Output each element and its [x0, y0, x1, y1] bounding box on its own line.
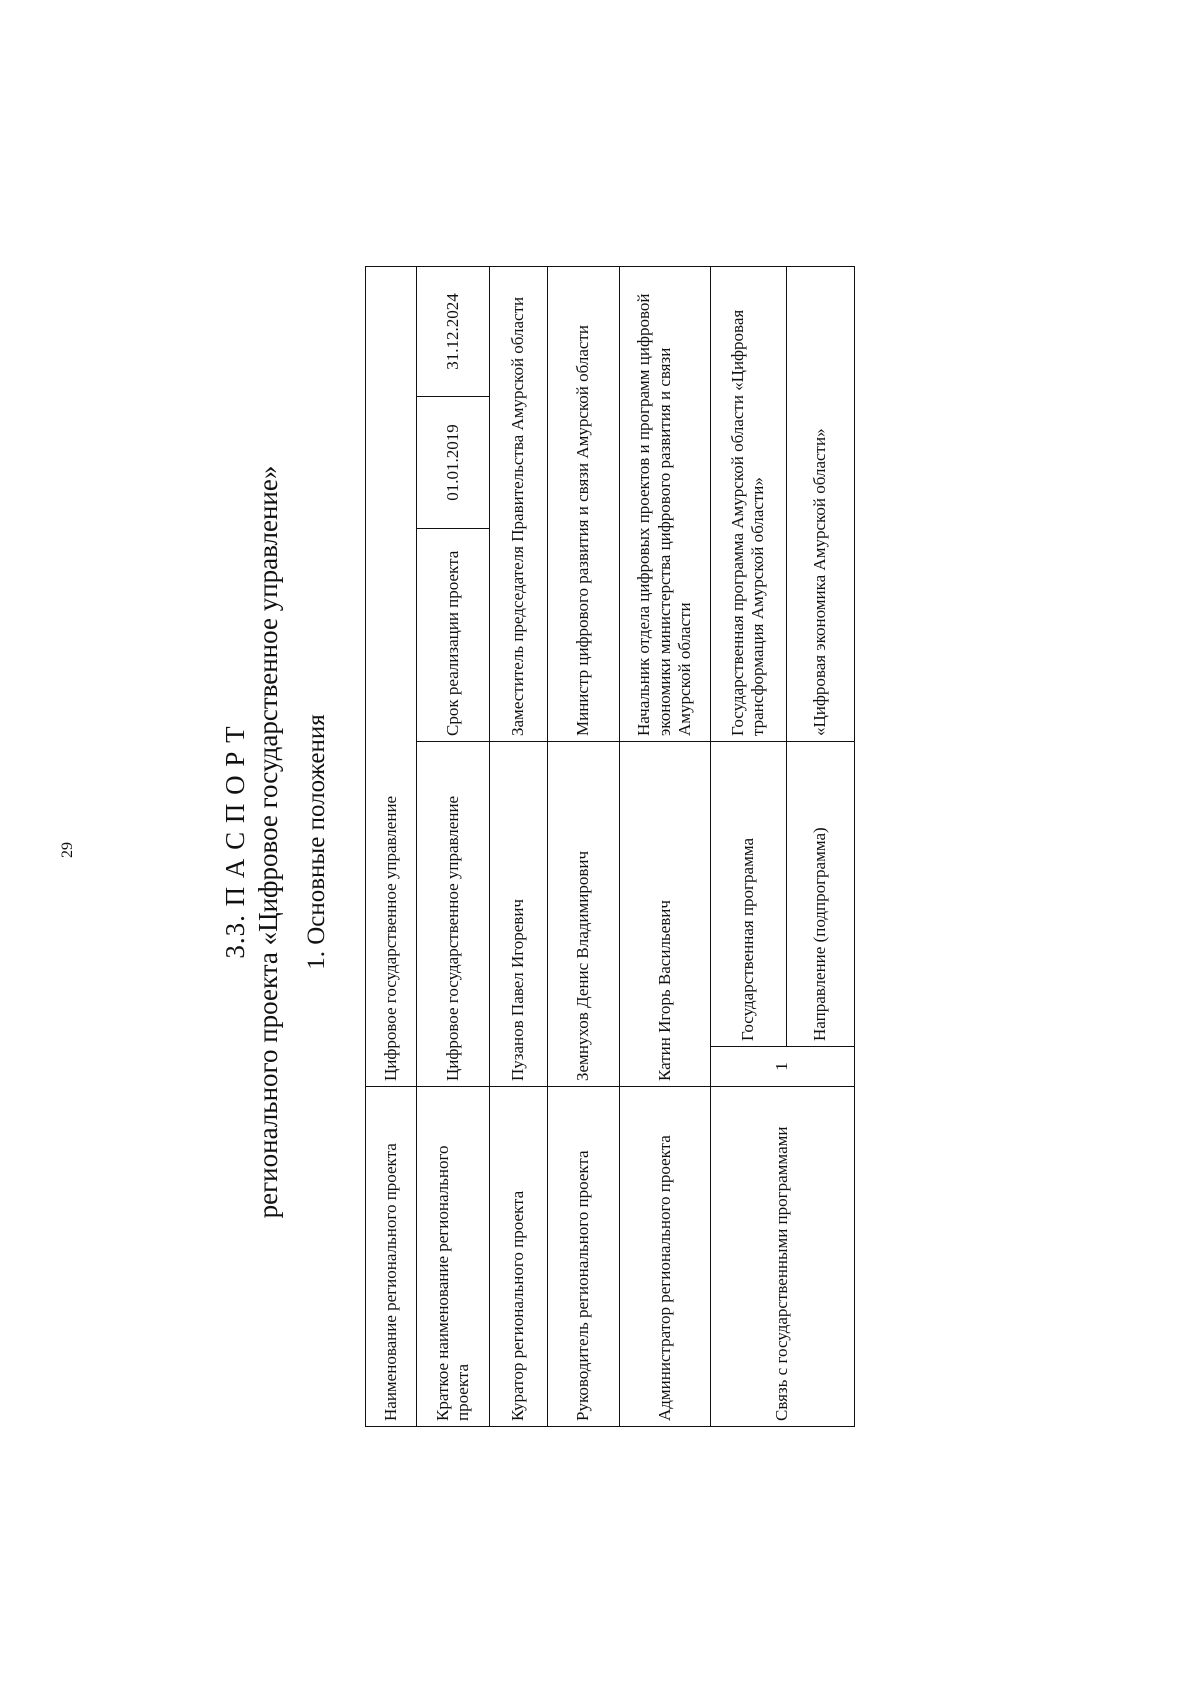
- gp-value: Государственная программа Амурской области «Цифровая трансформация Амурской области»: [711, 267, 787, 742]
- curator-name: Пузанов Павел Игоревич: [489, 742, 547, 1087]
- passport-sheet: [140, 152, 1040, 1532]
- admin-label: Администратор регионального проекта: [619, 1087, 710, 1427]
- term-label: Срок реализации проекта: [417, 529, 489, 742]
- programs-index: 1: [711, 1047, 855, 1087]
- page-number: 29: [59, 842, 76, 858]
- term-end: 31.12.2024: [417, 267, 489, 397]
- passport-table: [365, 266, 855, 1427]
- table-row: [489, 267, 547, 1427]
- programs-label: Связь с государственными программами: [711, 1087, 855, 1427]
- admin-name: Катин Игорь Васильевич: [619, 742, 710, 1087]
- table-row: [547, 267, 619, 1427]
- admin-position: Начальник отдела цифровых проектов и программ цифровой экономики министерства цифрового развития и связи Амурской области: [619, 267, 710, 742]
- gp-label: Государственная программа: [711, 742, 787, 1047]
- direction-value: «Цифровая экономика Амурской области»: [786, 267, 854, 742]
- lead-label: Руководитель регионального проекта: [547, 1087, 619, 1427]
- lead-name: Земнухов Денис Владимирович: [547, 742, 619, 1087]
- lead-position: Министр цифрового развития и связи Амурской области: [547, 267, 619, 742]
- term-start: 01.01.2019: [417, 397, 489, 529]
- curator-position: Заместитель председателя Правительства Амурской области: [489, 267, 547, 742]
- table-row: [711, 267, 787, 1427]
- passport-title: 3.3. П А С П О Р Т: [220, 725, 250, 959]
- table-row: [366, 267, 417, 1427]
- curator-label: Куратор регионального проекта: [489, 1087, 547, 1427]
- table-row: [619, 267, 710, 1427]
- passport-subtitle: регионального проекта «Цифровое государственное управление»: [253, 465, 283, 1219]
- name-label: Наименование регионального проекта: [366, 1087, 417, 1427]
- short-name-label: Краткое наименование регионального проекта: [417, 1087, 489, 1427]
- direction-label: Направление (подпрограмма): [786, 742, 854, 1047]
- name-value: Цифровое государственное управление: [366, 267, 417, 1087]
- section-title: 1. Основные положения: [303, 714, 330, 970]
- table-row: [417, 267, 489, 1427]
- short-name-value: Цифровое государственное управление: [417, 742, 489, 1087]
